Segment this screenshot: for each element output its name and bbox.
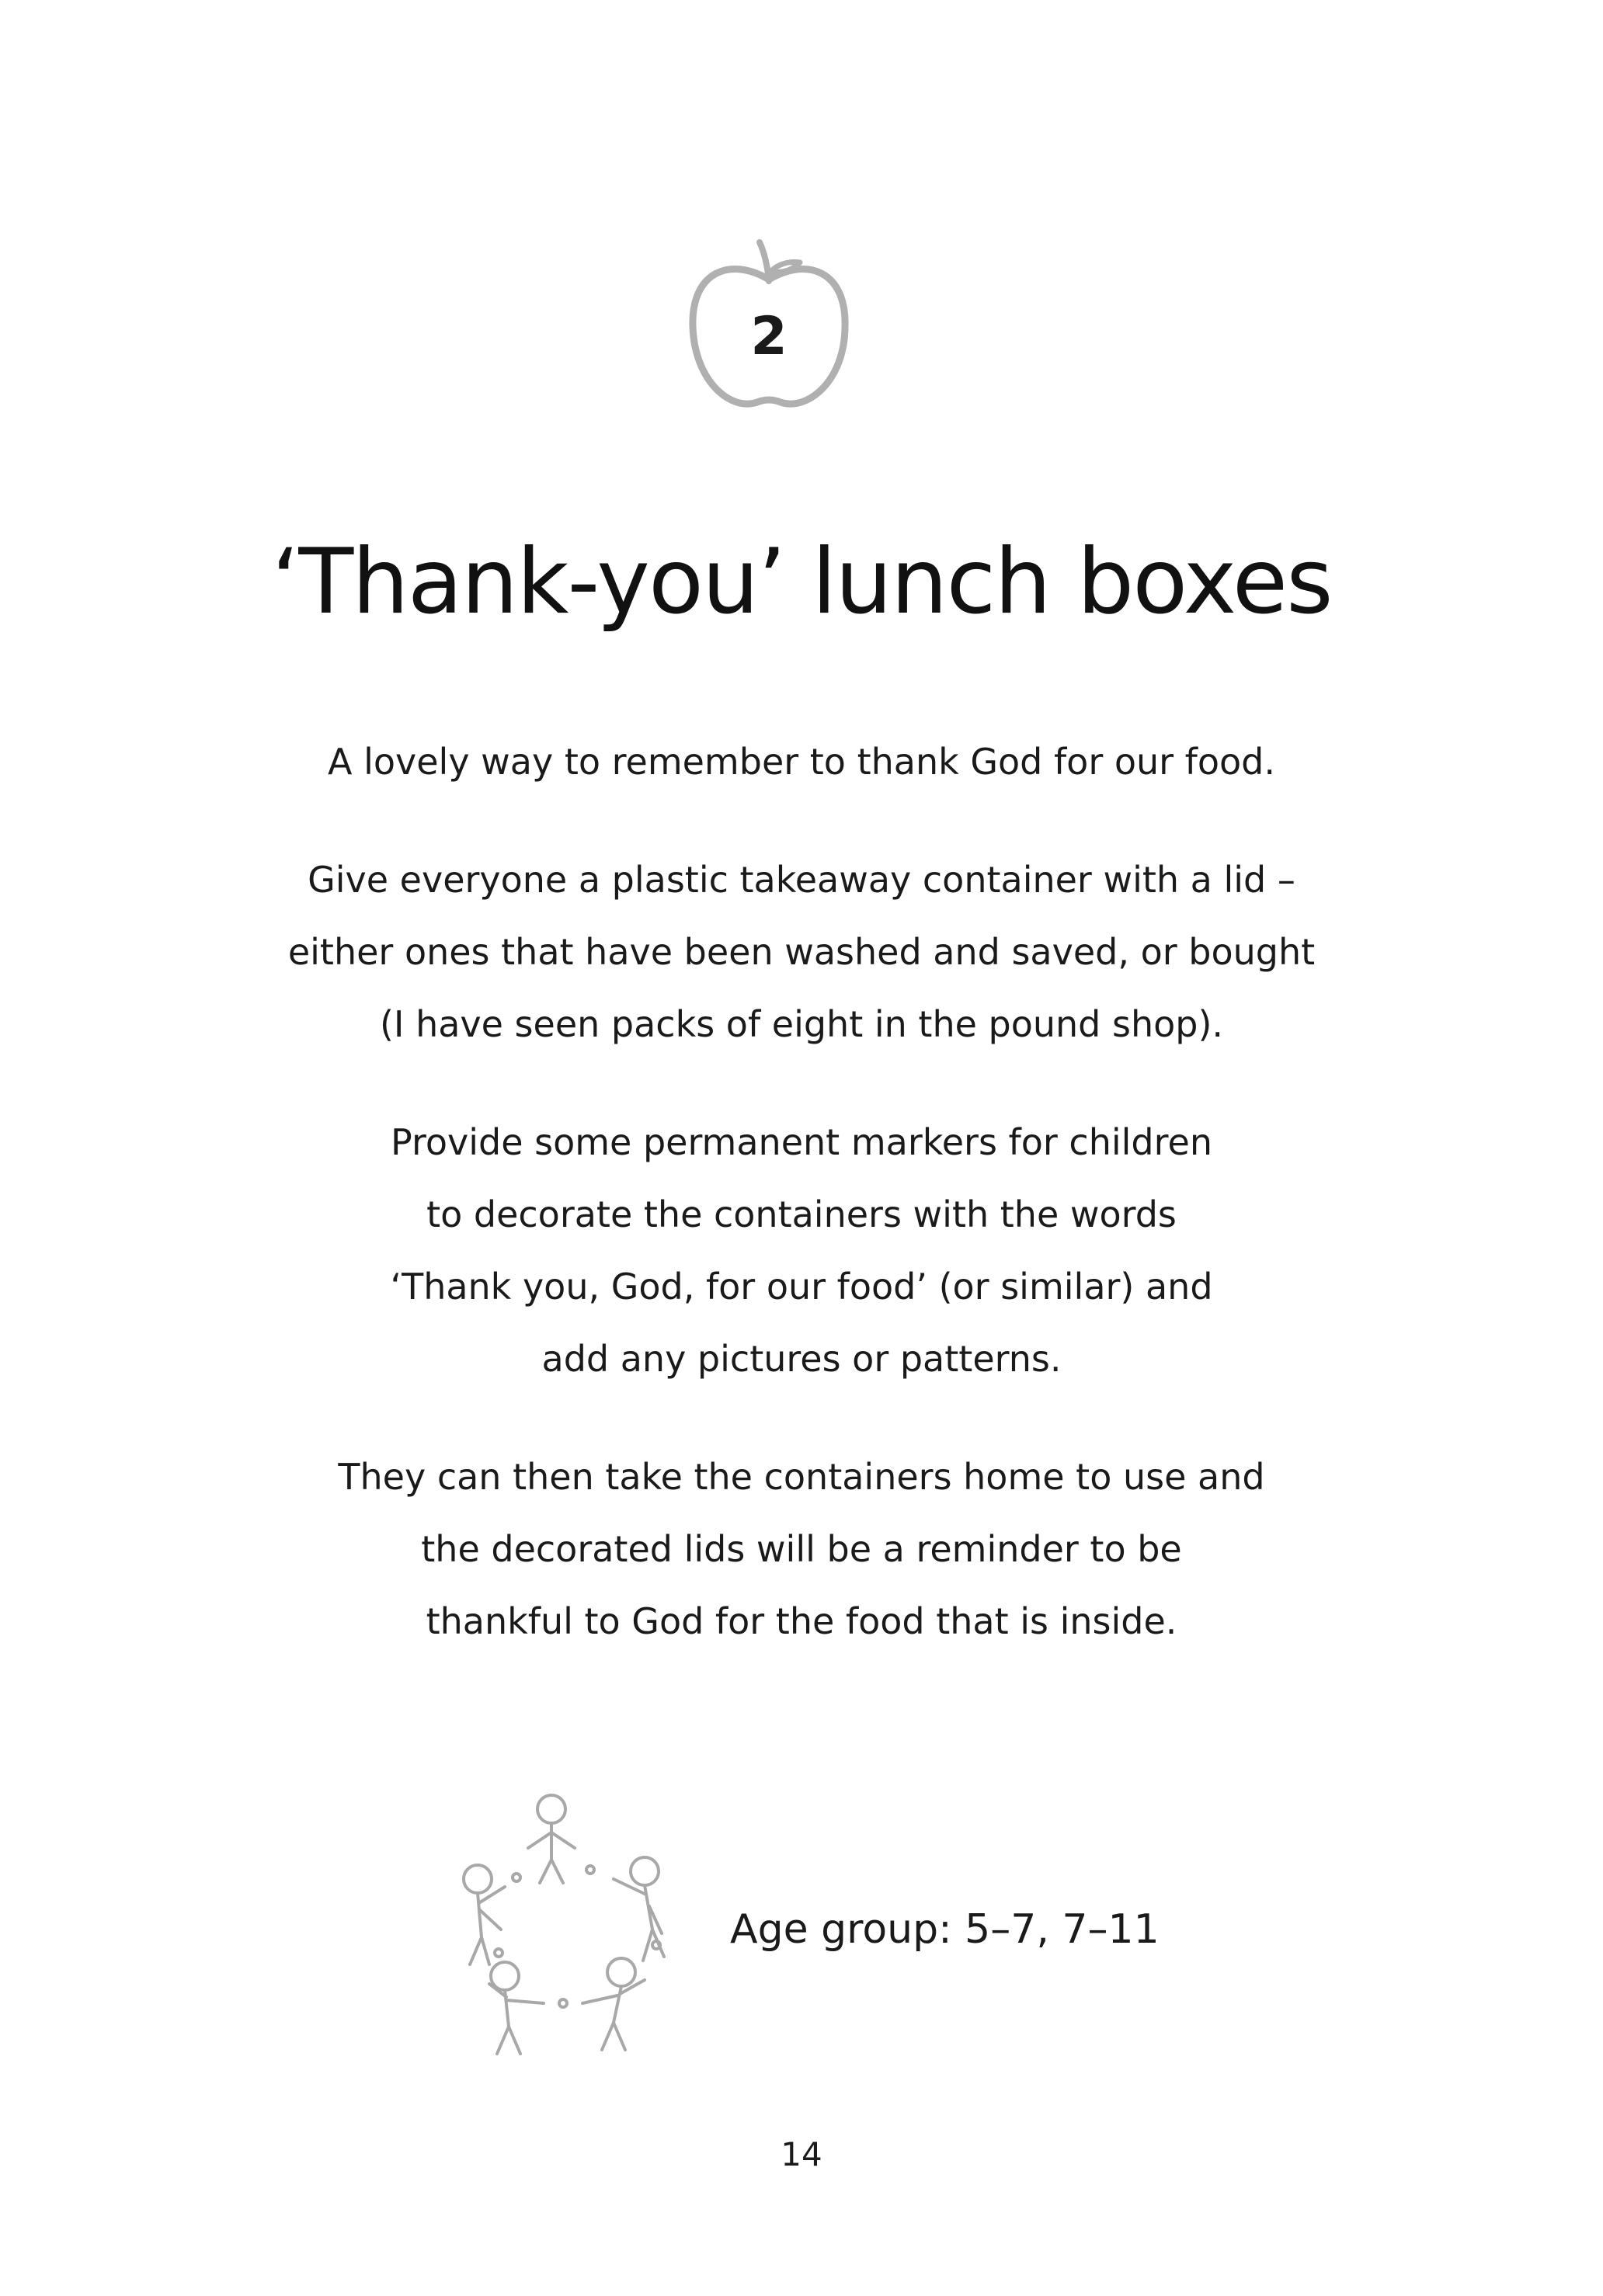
text-line: ‘Thank you, God, for our food’ (or similar) and	[390, 1266, 1213, 1308]
text-line: thankful to God for the food that is inside.	[426, 1600, 1177, 1642]
text-line: either ones that have been washed and saved, or bought	[287, 931, 1316, 973]
chapter-number: 2	[750, 306, 788, 367]
text-line: Give everyone a plastic takeaway container with a lid –	[308, 859, 1295, 901]
text-line: the decorated lids will be a reminder to be	[421, 1528, 1182, 1570]
children-circle-icon	[458, 1786, 676, 2058]
outcome-paragraph	[180, 1441, 1423, 1658]
text-line: add any pictures or patterns.	[541, 1338, 1062, 1380]
text-line: (I have seen packs of eight in the pound shop).	[379, 1003, 1224, 1045]
instructions-paragraph	[180, 1106, 1423, 1395]
age-group-label: Age group: 5–7, 7–11	[730, 1906, 1160, 1953]
text-line: Provide some permanent markers for children	[391, 1121, 1212, 1163]
materials-paragraph	[180, 844, 1423, 1061]
text-line: to decorate the containers with the words	[426, 1193, 1177, 1235]
intro-paragraph	[180, 726, 1423, 798]
page-number: 14	[781, 2135, 822, 2173]
page-title: ‘Thank-you’ lunch boxes	[271, 530, 1332, 634]
text-line: A lovely way to remember to thank God for our food.	[328, 741, 1275, 783]
activity-description	[180, 726, 1423, 1704]
text-line: They can then take the containers home to use and	[338, 1456, 1265, 1498]
